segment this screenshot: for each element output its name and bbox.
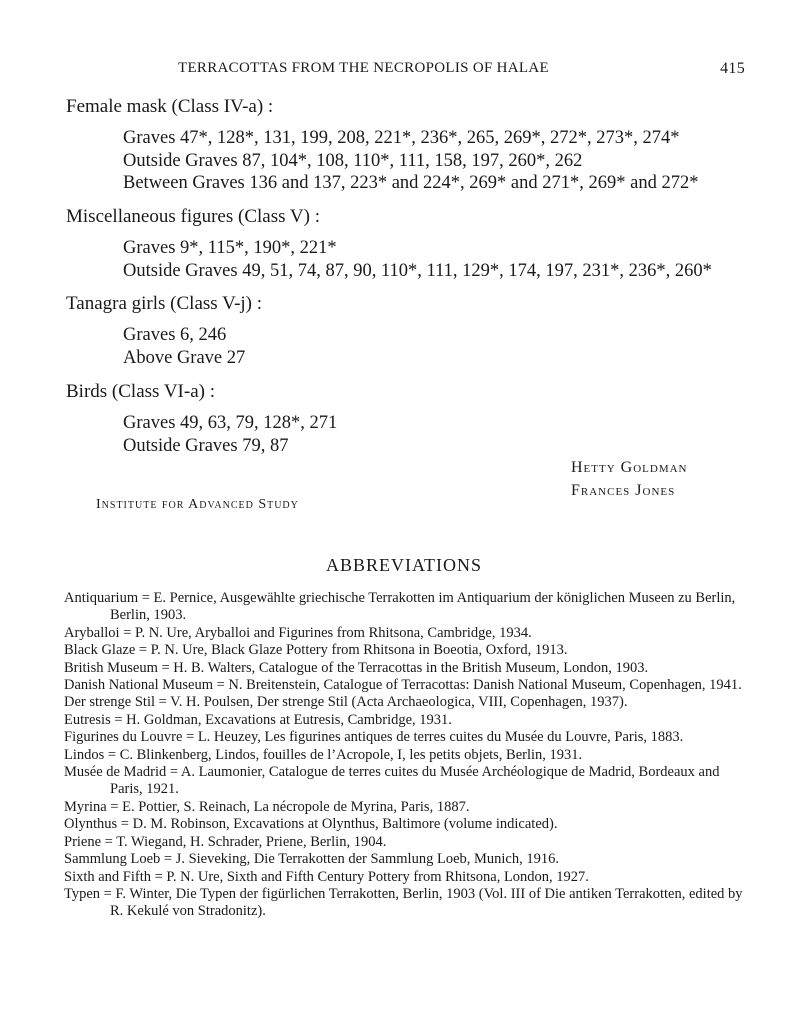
running-header bbox=[178, 60, 745, 84]
category-title: Birds (Class VI-a) : bbox=[66, 381, 215, 402]
abbreviation-entry: Priene = T. Wiegand, H. Schrader, Priene, Berlin, 1904. bbox=[64, 833, 387, 850]
institute-affiliation: Institute for Advanced Study bbox=[96, 497, 299, 512]
abbreviation-entry: Aryballoi = P. N. Ure, Aryballoi and Figurines from Rhitsona, Cambridge, 1934. bbox=[64, 624, 532, 641]
abbreviation-entry: Figurines du Louvre = L. Heuzey, Les figurines antiques de terres cuites du Musée du Louvre, Paris, 1883. bbox=[64, 729, 684, 746]
grave-list-line: Graves 9*, 115*, 190*, 221* bbox=[123, 238, 337, 258]
abbreviation-entry: Der strenge Stil = V. H. Poulsen, Der strenge Stil (Acta Archaeologica, VIII, Copenhagen, 1937). bbox=[64, 694, 628, 711]
category-title: Female mask (Class IV-a) : bbox=[66, 96, 274, 117]
abbreviation-entry: Typen = F. Winter, Die Typen der figürlichen Terrakotten, Berlin, 1903 (Vol. III of Die antiken Terrakotten, edited by R. Kekulé von Stradonitz). bbox=[64, 885, 743, 920]
abbreviation-entry: Musée de Madrid = A. Laumonier, Catalogue de terres cuites du Musée Archéologique de Madrid, Bordeaux and Paris, 1921. bbox=[64, 764, 720, 798]
abbreviation-entry: Black Glaze = P. N. Ure, Black Glaze Pottery from Rhitsona in Boeotia, Oxford, 1913. bbox=[64, 642, 568, 659]
author-name: Frances Jones bbox=[571, 482, 676, 499]
grave-list-line: Graves 49, 63, 79, 128*, 271 bbox=[123, 413, 338, 433]
grave-list-line: Graves 6, 246 bbox=[123, 325, 227, 345]
abbreviations-heading: ABBREVIATIONS bbox=[325, 555, 482, 575]
category-birds bbox=[66, 380, 337, 457]
page-number: 415 bbox=[720, 60, 745, 77]
abbreviation-entry: Olynthus = D. M. Robinson, Excavations at Olynthus, Baltimore (volume indicated). bbox=[64, 816, 558, 833]
abbreviation-entry: Myrina = E. Pottier, S. Reinach, La nécropole de Myrina, Paris, 1887. bbox=[64, 798, 470, 815]
abbreviation-entry: British Museum = H. B. Walters, Catalogue of the Terracottas in the British Museum, London, 1903. bbox=[64, 659, 649, 676]
abbreviations-list bbox=[64, 590, 744, 921]
abbreviation-entry: Antiquarium = E. Pernice, Ausgewählte griechische Terrakotten im Antiquarium der königlichen Museen zu Berlin, Berlin, 1903. bbox=[64, 590, 736, 624]
author-signatures bbox=[571, 456, 688, 502]
author-name: Hetty Goldman bbox=[571, 459, 688, 476]
abbreviation-entry: Eutresis = H. Goldman, Excavations at Eutresis, Cambridge, 1931. bbox=[64, 711, 452, 728]
category-miscellaneous-figures bbox=[66, 205, 712, 282]
abbreviation-entry: Lindos = C. Blinkenberg, Lindos, fouilles de l’Acropole, I, les petits objets, Berlin, 1931. bbox=[64, 746, 583, 763]
grave-list-line: Outside Graves 49, 51, 74, 87, 90, 110*, 111, 129*, 174, 197, 231*, 236*, 260* bbox=[123, 260, 712, 281]
grave-list-line: Above Grave 27 bbox=[123, 347, 246, 368]
abbreviation-entry: Sixth and Fifth = P. N. Ure, Sixth and Fifth Century Pottery from Rhitsona, London, 1927. bbox=[64, 868, 589, 885]
grave-list-line: Between Graves 136 and 137, 223* and 224*, 269* and 271*, 269* and 272* bbox=[123, 173, 699, 193]
category-female-mask bbox=[66, 95, 698, 195]
category-title: Tanagra girls (Class V-j) : bbox=[66, 293, 263, 314]
grave-list-line: Outside Graves 87, 104*, 108, 110*, 111, 158, 197, 260*, 262 bbox=[123, 150, 583, 171]
abbreviation-entry: Danish National Museum = N. Breitenstein, Catalogue of Terracottas: Danish National Museum, Copenhagen, 1941. bbox=[64, 677, 742, 694]
running-title: TERRACOTTAS FROM THE NECROPOLIS OF HALAE bbox=[178, 60, 549, 76]
category-title: Miscellaneous figures (Class V) : bbox=[66, 206, 320, 227]
grave-list-line: Graves 47*, 128*, 131, 199, 208, 221*, 236*, 265, 269*, 272*, 273*, 274* bbox=[123, 128, 680, 148]
grave-list-line: Outside Graves 79, 87 bbox=[123, 435, 289, 456]
category-tanagra-girls bbox=[66, 292, 262, 369]
abbreviation-entry: Sammlung Loeb = J. Sieveking, Die Terrakotten der Sammlung Loeb, Munich, 1916. bbox=[64, 851, 559, 868]
